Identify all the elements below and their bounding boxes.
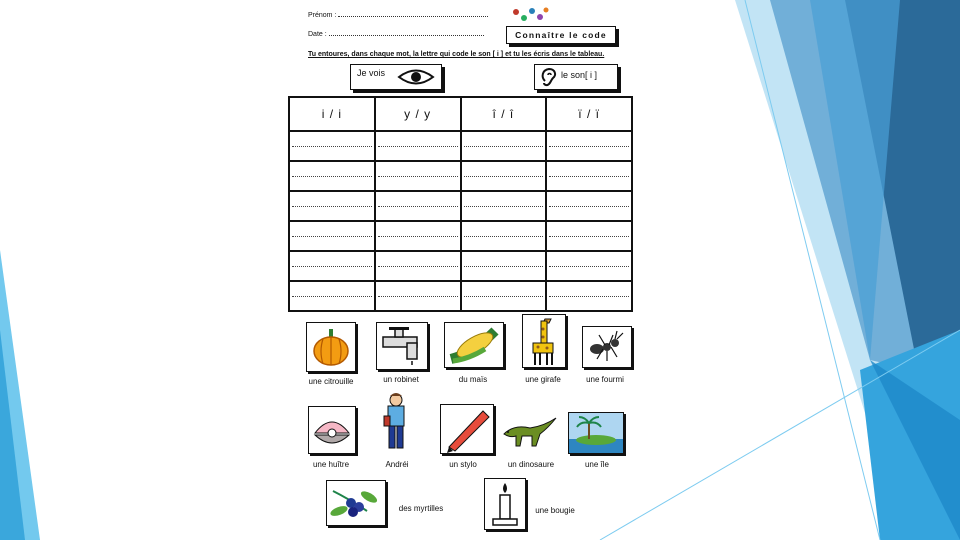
- table-cell[interactable]: [289, 281, 375, 311]
- faucet-icon: [376, 322, 428, 370]
- table-cell[interactable]: [461, 221, 547, 251]
- table-cell[interactable]: [461, 191, 547, 221]
- table-cell[interactable]: [375, 281, 461, 311]
- column-header-i-circumflex: î / î: [461, 97, 547, 131]
- caption-huitre: une huître: [312, 460, 350, 469]
- date-line: [308, 29, 484, 38]
- table-cell[interactable]: [461, 251, 547, 281]
- table-cell[interactable]: [546, 281, 632, 311]
- pen-icon: [440, 404, 494, 454]
- sound-table: [288, 96, 633, 312]
- letters-logo: [510, 4, 550, 26]
- caption-mais: du maïs: [458, 375, 488, 384]
- table-cell[interactable]: [375, 251, 461, 281]
- caption-andrei: Andréi: [385, 460, 409, 469]
- caption-stylo: un stylo: [449, 460, 477, 469]
- je-vois-label: Je vois: [357, 68, 386, 78]
- ear-icon: [539, 67, 559, 87]
- giraffe-icon: [522, 314, 566, 368]
- blueberries-icon: [326, 480, 386, 526]
- column-header-i-diaeresis: ï / ï: [546, 97, 632, 131]
- table-cell[interactable]: [461, 161, 547, 191]
- table-cell[interactable]: [546, 131, 632, 161]
- table-row: [289, 251, 632, 281]
- island-icon: [568, 412, 624, 454]
- je-vois-box: [350, 64, 442, 90]
- table-cell[interactable]: [289, 251, 375, 281]
- caption-citrouille: une citrouille: [308, 377, 354, 386]
- le-son-label: le son[ i ]: [561, 70, 598, 80]
- table-cell[interactable]: [461, 131, 547, 161]
- table-cell[interactable]: [546, 191, 632, 221]
- caption-bougie: une bougie: [535, 506, 575, 515]
- table-cell[interactable]: [461, 281, 547, 311]
- candle-icon: [484, 478, 526, 530]
- table-cell[interactable]: [546, 161, 632, 191]
- caption-ile: une île: [584, 460, 610, 469]
- worksheet-page: [280, 0, 650, 540]
- table-cell[interactable]: [375, 161, 461, 191]
- caption-girafe: une girafe: [525, 375, 561, 384]
- boy-icon: [382, 392, 410, 452]
- table-row: [289, 221, 632, 251]
- table-cell[interactable]: [289, 221, 375, 251]
- table-cell[interactable]: [375, 191, 461, 221]
- date-dots: [329, 29, 484, 36]
- table-cell[interactable]: [546, 251, 632, 281]
- prenom-dots: [338, 10, 488, 17]
- caption-dinosaure: un dinosaure: [507, 460, 555, 469]
- oyster-icon: [308, 406, 356, 454]
- caption-fourmi: une fourmi: [586, 375, 624, 384]
- table-cell[interactable]: [289, 161, 375, 191]
- eye-icon: [397, 68, 435, 86]
- caption-myrtilles: des myrtilles: [398, 504, 444, 513]
- code-title-box: [506, 26, 616, 44]
- table-cell[interactable]: [289, 191, 375, 221]
- table-row: [289, 161, 632, 191]
- prenom-line: [308, 10, 488, 19]
- le-son-box: [534, 64, 618, 90]
- table-cell[interactable]: [375, 221, 461, 251]
- date-label: Date :: [308, 31, 327, 38]
- table-row: [289, 131, 632, 161]
- table-row: [289, 281, 632, 311]
- corn-icon: [444, 322, 504, 368]
- table-cell[interactable]: [375, 131, 461, 161]
- table-cell[interactable]: [546, 221, 632, 251]
- dinosaur-icon: [500, 414, 560, 450]
- column-header-i: i / i: [289, 97, 375, 131]
- pumpkin-icon: [306, 322, 356, 372]
- table-cell[interactable]: [289, 131, 375, 161]
- ant-icon: [582, 326, 632, 368]
- caption-robinet: un robinet: [383, 375, 419, 384]
- table-row: [289, 191, 632, 221]
- column-header-y: y / y: [375, 97, 461, 131]
- code-title: Connaître le code: [515, 30, 607, 40]
- table-header-row: [289, 97, 632, 131]
- prenom-label: Prénom :: [308, 12, 337, 19]
- instruction-text: Tu entoures, dans chaque mot, la lettre qui code le son [ i ] et tu les écris dans le tableau.: [308, 51, 605, 58]
